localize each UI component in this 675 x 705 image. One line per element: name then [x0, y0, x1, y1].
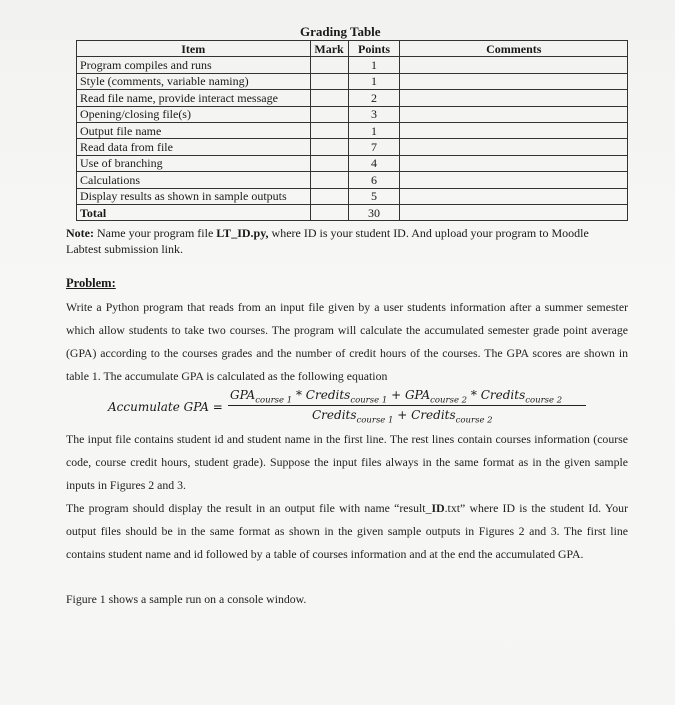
problem-paragraph-1: Write a Python program that reads from an input file given by a user students information after a summer semester which allow students to take two courses. The program will calculate the accumulated semester grade point average (GPA) according to the courses grades and the number of credit hours of the courses. The GPA scores are shown in table 1. The accumulate GPA is calculated as the following equation	[66, 300, 628, 383]
row-item: Style (comments, variable naming)	[77, 73, 311, 89]
header-comments: Comments	[400, 41, 628, 57]
table-caption: Grading Table	[300, 24, 381, 39]
row-points: 3	[348, 106, 400, 122]
row-points: 1	[348, 57, 400, 73]
output-id-bold: ID	[431, 501, 445, 515]
fraction-bar	[228, 405, 586, 406]
problem-heading: Problem:	[66, 276, 116, 290]
row-item: Program compiles and runs	[77, 57, 311, 73]
row-item: Calculations	[77, 172, 311, 188]
table-row	[77, 188, 628, 204]
row-item: Use of branching	[77, 155, 311, 171]
problem-paragraph-4: Figure 1 shows a sample run on a console window.	[66, 592, 307, 606]
equation-denominator: Credits$_{course 1}$ + Credits$_{course 2}$	[312, 408, 493, 426]
total-mark	[310, 204, 348, 220]
row-points: 7	[348, 139, 400, 155]
row-comments	[400, 172, 628, 188]
row-comments	[400, 57, 628, 73]
row-points: 1	[348, 122, 400, 138]
row-item: Opening/closing file(s)	[77, 106, 311, 122]
row-points: 6	[348, 172, 400, 188]
note-label: Note:	[66, 226, 94, 240]
note	[66, 225, 626, 257]
note-text-after: where ID is your student ID. And upload your program to Moodle Labtest submission link.	[66, 226, 589, 256]
row-comments	[400, 122, 628, 138]
table-row	[77, 106, 628, 122]
row-item: Read data from file	[77, 139, 311, 155]
note-filename: LT_ID.py,	[216, 226, 269, 240]
row-mark	[310, 139, 348, 155]
table-row	[77, 172, 628, 188]
header-item: Item	[77, 41, 311, 57]
row-mark	[310, 90, 348, 106]
equation-label: Accumulate GPA =	[108, 400, 223, 414]
row-mark	[310, 57, 348, 73]
table-row	[77, 73, 628, 89]
total-row	[77, 204, 628, 220]
row-comments	[400, 188, 628, 204]
table-row	[77, 122, 628, 138]
table-row	[77, 139, 628, 155]
problem-paragraph-2: The input file contains student id and student name in the first line. The rest lines contain courses information (course code, course credit hours, student grade). Suppose the input files always in the same format as in the given sample inputs in Figures 2 and 3.	[66, 432, 628, 492]
row-comments	[400, 139, 628, 155]
row-points: 2	[348, 90, 400, 106]
row-comments	[400, 106, 628, 122]
row-comments	[400, 90, 628, 106]
row-mark	[310, 73, 348, 89]
row-mark	[310, 172, 348, 188]
row-points: 4	[348, 155, 400, 171]
header-points: Points	[348, 41, 400, 57]
row-comments	[400, 73, 628, 89]
row-item: Read file name, provide interact message	[77, 90, 311, 106]
total-comments	[400, 204, 628, 220]
gpa-equation	[108, 389, 628, 429]
table-row	[77, 57, 628, 73]
total-points: 30	[348, 204, 400, 220]
row-points: 5	[348, 188, 400, 204]
row-item: Output file name	[77, 122, 311, 138]
table-row	[77, 90, 628, 106]
row-item: Display results as shown in sample outputs	[77, 188, 311, 204]
header-mark: Mark	[310, 41, 348, 57]
problem-paragraph-3: The program should display the result in an output file with name “result_ID.txt” where ID is the student Id. Your output files should be in the same format as shown in the given sample outputs in Figures 2 and 3. The first line contains student name and id followed by a table of courses information and at the end the accumulated GPA.	[66, 501, 629, 561]
table-header-row	[77, 41, 628, 57]
total-label: Total	[77, 204, 311, 220]
equation-numerator: $GPA_{course 1}$ * Credits$_{course 1}$ + $GPA_{course 2}$ * Credits$_{course 2}$	[230, 388, 563, 406]
row-comments	[400, 155, 628, 171]
grading-table	[76, 40, 628, 221]
row-mark	[310, 122, 348, 138]
row-mark	[310, 188, 348, 204]
row-points: 1	[348, 73, 400, 89]
note-text-before: Name your program file	[93, 226, 217, 240]
table-row	[77, 155, 628, 171]
row-mark	[310, 106, 348, 122]
row-mark	[310, 155, 348, 171]
